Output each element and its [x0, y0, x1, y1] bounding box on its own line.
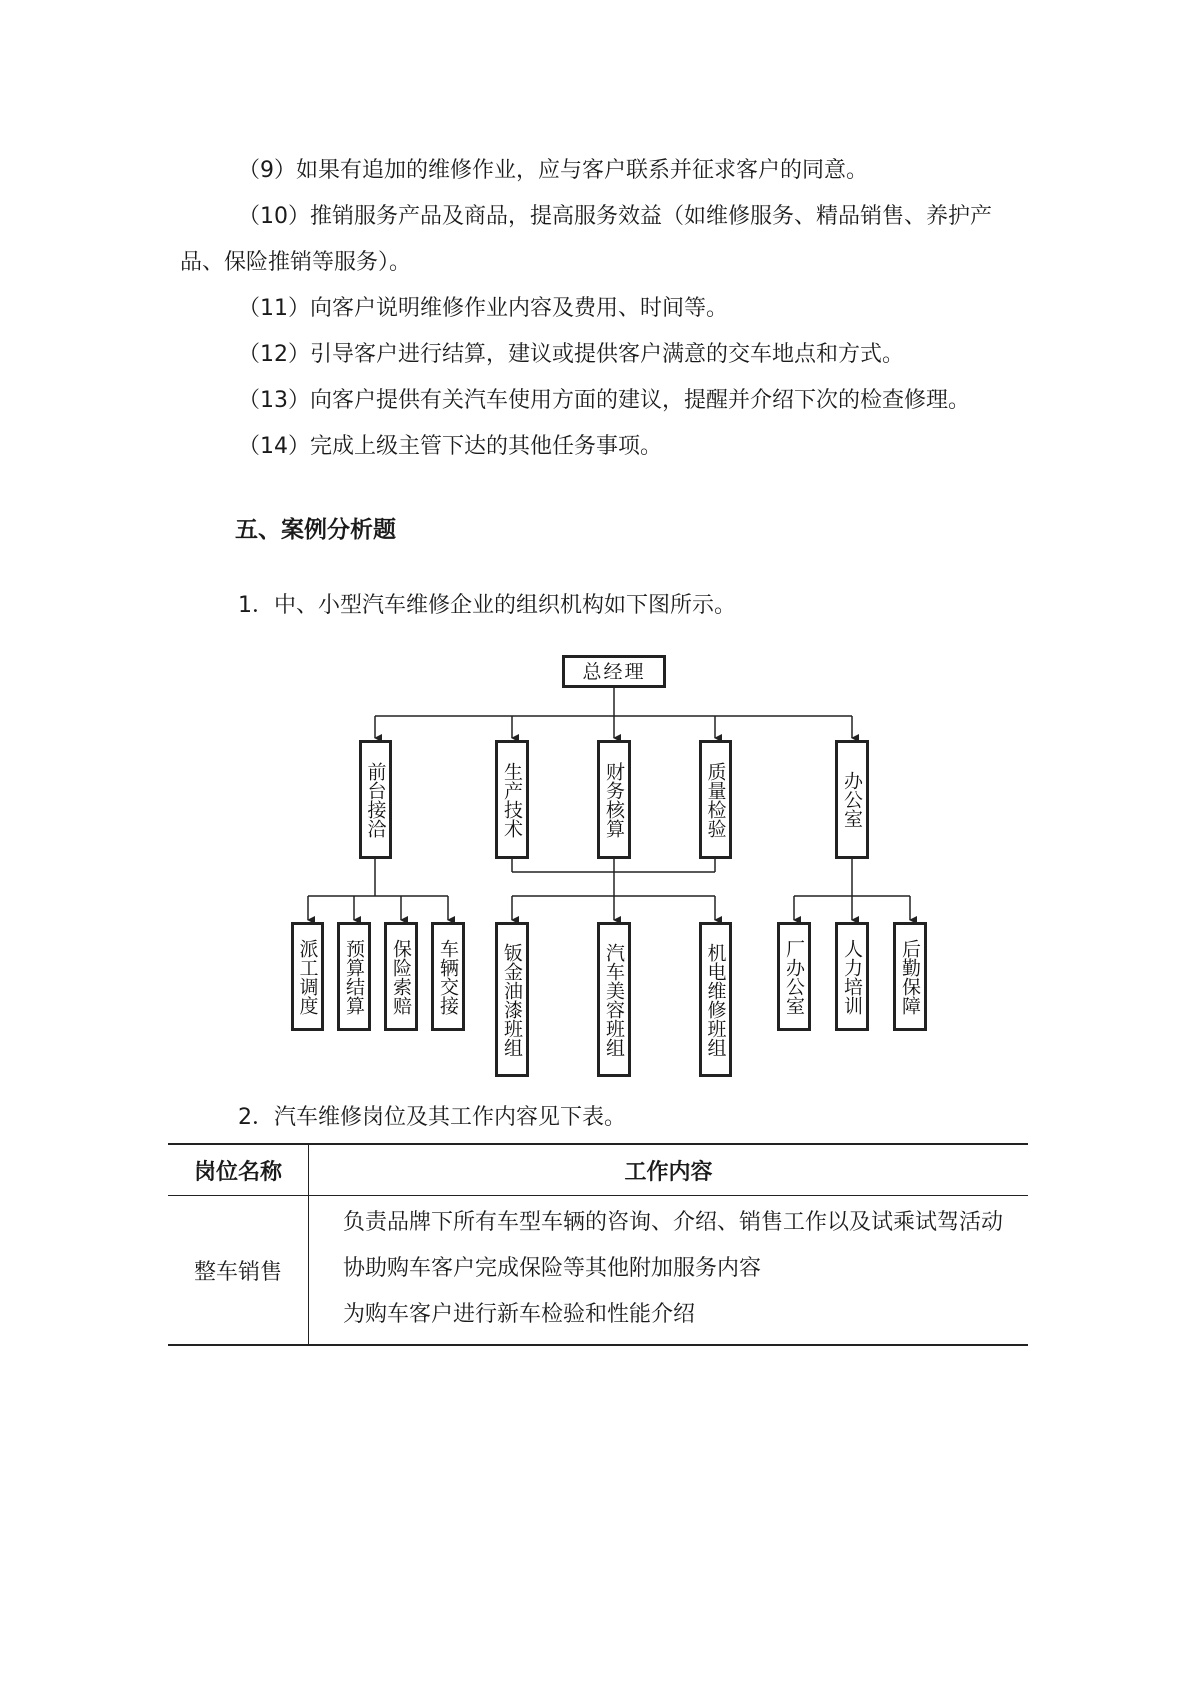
- org-root-label: 总经理: [582, 660, 646, 683]
- section-title: 五、案例分析题: [235, 517, 396, 543]
- org-mech-elec-label: 机电维修班组: [704, 942, 727, 1057]
- org-quality-box: [699, 740, 732, 859]
- jobs-table: [168, 1143, 1028, 1346]
- content-line: 负责品牌下所有车型车辆的咨询、介绍、销售工作以及试乘试驾活动: [343, 1210, 1004, 1235]
- paragraph-13: （13）向客户提供有关汽车使用方面的建议，提醒并介绍下次的检查修理。: [238, 388, 970, 413]
- content-line: 为购车客户进行新车检验和性能介绍: [343, 1302, 696, 1327]
- org-budget-label: 预算结算: [343, 938, 365, 1015]
- org-finance-label: 财务核算: [603, 761, 625, 838]
- org-logistics-label: 后勤保障: [899, 938, 921, 1015]
- org-production-box: [495, 740, 529, 859]
- org-root-box: [562, 655, 666, 688]
- org-front-desk-box: [359, 740, 392, 859]
- org-budget-box: [337, 922, 371, 1031]
- org-hr-training-label: 人力培训: [841, 938, 863, 1015]
- paragraph-10: （10）推销服务产品及商品，提高服务效益（如维修服务、精品销售、养护产品、保险推销等服务）。: [180, 204, 992, 275]
- org-beauty-label: 汽车美容班组: [603, 942, 625, 1057]
- row-content: [309, 1196, 1029, 1346]
- paragraph-11: （11）向客户说明维修作业内容及费用、时间等。: [238, 296, 728, 321]
- header-content: 工作内容: [309, 1144, 1029, 1196]
- org-hr-training-box: [835, 922, 869, 1031]
- org-dispatch-box: [291, 922, 324, 1031]
- org-factory-office-box: [777, 922, 811, 1031]
- table-row: [168, 1196, 1028, 1346]
- paragraph-12: （12）引导客户进行结算，建议或提供客户满意的交车地点和方式。: [238, 342, 904, 367]
- org-finance-box: [597, 740, 631, 859]
- content-line: 协助购车客户完成保险等其他附加服务内容: [343, 1256, 762, 1281]
- org-quality-label: 质量检验: [704, 761, 727, 838]
- item-1-text: 1．中、小型汽车维修企业的组织机构如下图所示。: [238, 593, 736, 618]
- org-beauty-box: [597, 922, 631, 1077]
- item-2-text: 2．汽车维修岗位及其工作内容见下表。: [238, 1105, 626, 1130]
- org-office-label: 办公室: [841, 771, 863, 828]
- org-office-box: [835, 740, 869, 859]
- table-header-row: [168, 1144, 1028, 1196]
- org-mech-elec-box: [699, 922, 732, 1077]
- org-insurance-box: [384, 922, 418, 1031]
- org-sheet-metal-label: 钣金油漆班组: [501, 942, 523, 1057]
- org-insurance-label: 保险索赔: [390, 938, 412, 1015]
- org-factory-office-label: 厂办公室: [783, 938, 805, 1015]
- org-dispatch-label: 派工调度: [296, 938, 319, 1015]
- org-logistics-box: [893, 922, 927, 1031]
- paragraph-9: （9）如果有追加的维修作业，应与客户联系并征求客户的同意。: [238, 158, 868, 183]
- org-production-label: 生产技术: [501, 761, 523, 838]
- paragraph-14: （14）完成上级主管下达的其他任务事项。: [238, 434, 662, 459]
- row-position-name: 整车销售: [168, 1196, 309, 1346]
- org-vehicle-handover-label: 车辆交接: [437, 938, 459, 1015]
- org-sheet-metal-box: [495, 922, 529, 1077]
- org-front-desk-label: 前台接洽: [364, 761, 387, 838]
- org-vehicle-handover-box: [431, 922, 465, 1031]
- header-position: 岗位名称: [168, 1144, 309, 1196]
